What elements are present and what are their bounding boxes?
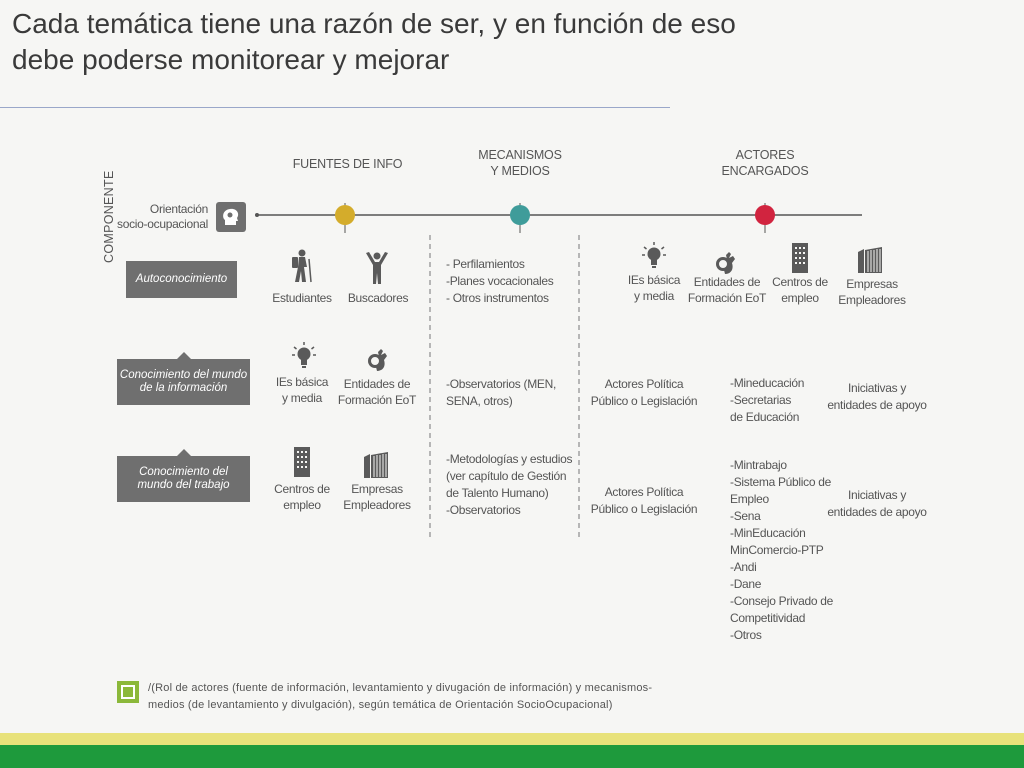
actor-item: Competitividad — [730, 611, 806, 625]
actor-empresas-line-1: Empresas — [846, 277, 898, 291]
factory-icon — [362, 451, 390, 479]
header-mecanismos-line-2: Y MEDIOS — [490, 164, 550, 178]
component-trabajo-line-2: mundo del trabajo — [137, 479, 230, 491]
actor-item: -MinEducación — [730, 526, 806, 540]
dot-mecanismos — [510, 205, 530, 225]
fuente-entidades-line-2: Formación EoT — [337, 393, 417, 407]
actor-entidades-line-2: Formación EoT — [687, 291, 767, 305]
actor-item: -Dane — [730, 577, 762, 591]
footer-yellow-band — [0, 733, 1024, 745]
header-mecanismos-line-1: MECANISMOS — [478, 148, 562, 162]
component-informacion-line-2: de la información — [139, 382, 228, 394]
mecanismo-item: -Metodologías y estudios — [446, 452, 573, 466]
mecanismos-row-1 — [446, 256, 576, 307]
actores-apoyo-line: Iniciativas y — [847, 488, 907, 502]
fuente-centros-line-1: Centros de — [274, 482, 330, 496]
mecanismo-item: -Planes vocacionales — [446, 274, 554, 288]
head-profile-icon — [216, 202, 246, 232]
lightbulb-icon — [292, 342, 316, 370]
header-actores — [705, 147, 825, 179]
actor-centros-line-1: Centros de — [772, 275, 828, 289]
component-informacion-line-1: Conocimiento del mundo — [119, 369, 248, 381]
actor-centros-line-2: empleo — [781, 291, 819, 305]
dot-actores — [755, 205, 775, 225]
component-conocimiento-informacion — [117, 359, 250, 405]
building-icon — [292, 445, 312, 477]
footnote — [148, 680, 708, 714]
fuente-estudiantes-label: Estudiantes — [272, 291, 332, 305]
actor-item: -Otros — [730, 628, 762, 642]
axis-label-line-1: Orientación — [149, 202, 208, 216]
lightbulb-icon — [642, 242, 666, 270]
person-raising-arms-icon — [364, 251, 390, 285]
actores-apoyo-row-3 — [822, 487, 932, 521]
actores-apoyo-line: Iniciativas y — [847, 381, 907, 395]
header-actores-line-2: ENCARGADOS — [721, 164, 809, 178]
header-fuentes: FUENTES DE INFO — [292, 157, 403, 171]
mecanismo-item: - Perfilamientos — [446, 257, 525, 271]
actor-entidades-label — [684, 274, 770, 306]
footnote-line-1: /(Rol de actores (fuente de información, levantamiento y divugación de información) y mecanismos- — [148, 682, 653, 694]
footer-green-band — [0, 745, 1024, 768]
actores-apoyo-row-2 — [822, 380, 932, 414]
fuente-ies-line-2: y media — [282, 391, 322, 405]
dot-fuentes — [335, 205, 355, 225]
header-mecanismos — [460, 147, 580, 179]
fuente-centros-line-2: empleo — [283, 498, 321, 512]
fuente-ies-line-1: IEs básica — [275, 375, 329, 389]
title-divider — [0, 107, 670, 108]
actor-ies-label — [614, 272, 694, 304]
slide-title-line-1: Cada temática tiene una razón de ser, y en función de eso — [12, 8, 736, 39]
footnote-line-2: medios (de levantamiento y divulgación), según temática de Orientación SocioOcupacional) — [148, 699, 613, 711]
actor-item: -Sistema Público de — [730, 475, 832, 489]
slide-title — [12, 6, 832, 78]
building-icon — [790, 241, 810, 273]
actores-politica-line: Actores Política — [604, 377, 684, 391]
component-conocimiento-trabajo — [117, 456, 250, 502]
axis-start-dot — [255, 213, 259, 217]
mecanismo-item: (ver capítulo de Gestión — [446, 469, 567, 483]
component-autoconocimiento-label: Autoconocimiento — [135, 273, 228, 285]
fuente-centros-label — [262, 481, 342, 513]
actor-ies-line-2: y media — [634, 289, 674, 303]
mecanismos-row-2 — [446, 376, 576, 410]
slide-title-line-2: debe poderse monitorear y mejorar — [12, 44, 450, 75]
actor-ies-line-1: IEs básica — [627, 273, 681, 287]
actor-item: -Sena — [730, 509, 761, 523]
actor-item: Empleo — [730, 492, 769, 506]
actor-empresas-label — [832, 276, 912, 308]
actor-centros-label — [762, 274, 838, 306]
actores-apoyo-line: entidades de apoyo — [827, 505, 927, 519]
fuente-ies-label — [262, 374, 342, 406]
componente-side-label: COMPONENTE — [102, 170, 116, 263]
actores-politica-row-3 — [585, 484, 703, 518]
ok-hand-icon — [714, 251, 738, 275]
fuente-empresas-line-1: Empresas — [351, 482, 403, 496]
actor-item: MinComercio-PTP — [730, 543, 824, 557]
actor-entidades-line-1: Entidades de — [693, 275, 761, 289]
footnote-square-icon — [117, 681, 139, 703]
component-trabajo-line-1: Conocimiento del — [139, 466, 228, 478]
actor-item: de Educación — [730, 410, 800, 424]
actores-lista-row-3 — [730, 457, 845, 644]
axis-label — [108, 202, 208, 232]
fuente-empresas-label — [337, 481, 417, 513]
actores-apoyo-line: entidades de apoyo — [827, 398, 927, 412]
actor-item: -Andi — [730, 560, 757, 574]
component-autoconocimiento — [126, 261, 237, 298]
fuente-entidades-label — [334, 376, 420, 408]
mecanismo-item: -Observatorios — [446, 503, 521, 517]
mecanismos-row-3 — [446, 451, 578, 519]
actores-politica-line: Público o Legislación — [590, 502, 698, 516]
fuente-entidades-line-1: Entidades de — [343, 377, 411, 391]
axis-label-line-2: socio-ocupacional — [117, 217, 208, 231]
actor-item: -Mintrabajo — [730, 458, 787, 472]
header-actores-line-1: ACTORES — [735, 148, 795, 162]
actor-item: -Secretarias — [730, 393, 792, 407]
mecanismo-item: SENA, otros) — [446, 394, 513, 408]
mecanismo-item: -Observatorios (MEN, — [446, 377, 557, 391]
ok-hand-icon — [366, 348, 390, 372]
hiker-icon — [289, 249, 313, 283]
mecanismo-item: - Otros instrumentos — [446, 291, 549, 305]
factory-icon — [856, 246, 884, 274]
fuente-empresas-line-2: Empleadores — [343, 498, 411, 512]
actor-empresas-line-2: Empleadores — [838, 293, 906, 307]
fuente-buscadores-label: Buscadores — [347, 291, 409, 305]
actores-politica-row-2 — [585, 376, 703, 410]
actores-politica-line: Actores Política — [604, 485, 684, 499]
actores-politica-line: Público o Legislación — [590, 394, 698, 408]
actor-item: -Mineducación — [730, 376, 805, 390]
actor-item: -Consejo Privado de — [730, 594, 834, 608]
mecanismo-item: de Talento Humano) — [446, 486, 549, 500]
